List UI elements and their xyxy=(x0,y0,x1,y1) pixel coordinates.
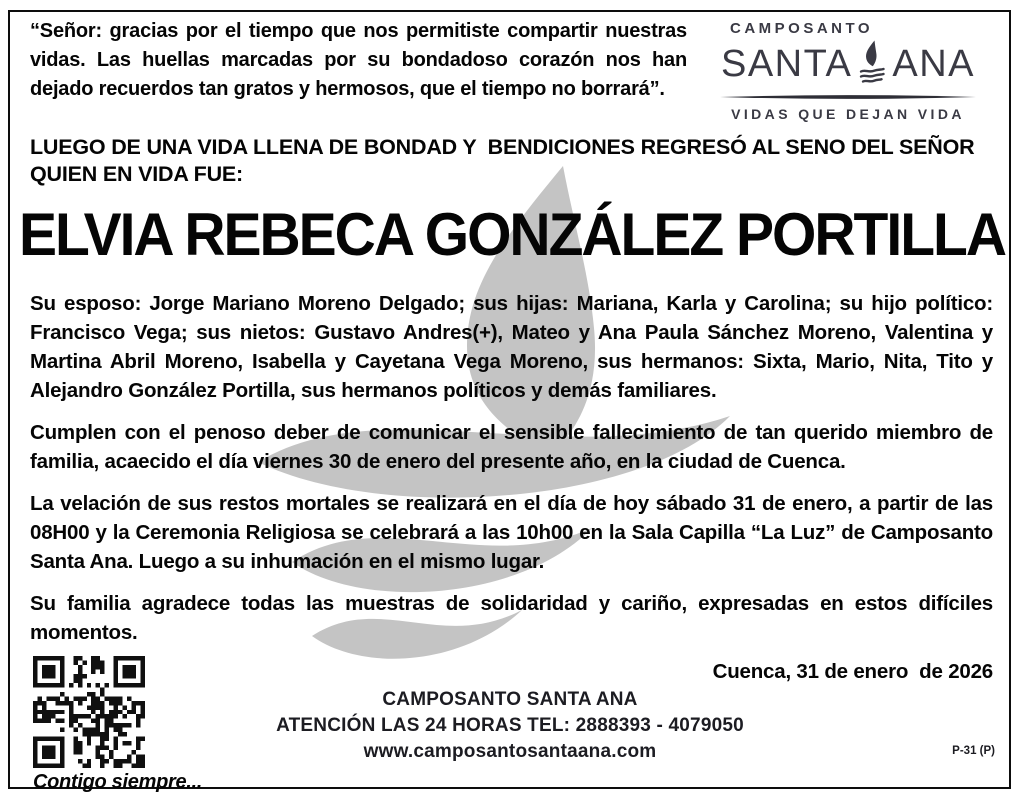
dateline: Cuenca, 31 de enero de 2026 xyxy=(712,660,993,683)
logo-wordmark-right: ANA xyxy=(892,42,975,85)
opening-quote: “Señor: gracias por el tiempo que nos permitiste compartir nuestras vidas. Las huellas marcadas por su bondadoso corazón nos han dejado recuerdos tan gratos y hermosos, que el tiempo no borrará”. xyxy=(30,20,687,100)
deceased-name: ELVIA REBECA GONZÁLEZ PORTILLA xyxy=(18,201,1006,269)
footer-phone: ATENCIÓN LAS 24 HORAS TEL: 2888393 - 4079050 xyxy=(276,715,744,736)
footer-contact xyxy=(270,687,750,765)
logo-wordmark-left: SANTA xyxy=(720,42,853,85)
logo-wordmark xyxy=(712,39,984,89)
qr-block xyxy=(33,656,223,794)
footer-website: www.camposantosantaana.com xyxy=(363,741,657,762)
footer-company: CAMPOSANTO SANTA ANA xyxy=(382,689,638,710)
wake-ceremony-paragraph: La velación de sus restos mortales se realizará en el día de hoy sábado 31 de enero, a partir de las 08H00 y la Ceremonia Religiosa se celebrará a las 10h00 en la Sala Capilla “La Luz” de Camposanto Santa Ana. Luego a su inhumación en el mismo lugar. xyxy=(30,492,993,573)
camposanto-santa-ana-logo xyxy=(712,20,984,122)
logo-divider xyxy=(720,93,976,101)
thanks-paragraph: Su familia agradece todas las muestras de solidaridad y cariño, expresadas en estos difíciles momentos. xyxy=(30,592,993,644)
announcement-paragraph: Cumplen con el penoso deber de comunicar el sensible fallecimiento de tan querido miembro de familia, acaecido el día viernes 30 de enero del presente año, en la ciudad de Cuenca. xyxy=(30,421,993,473)
logo-wordmark-top: CAMPOSANTO xyxy=(730,20,874,37)
logo-tagline: VIDAS QUE DEJAN VIDA xyxy=(731,106,965,122)
qr-code xyxy=(33,656,145,768)
qr-caption: Contigo siempre... xyxy=(33,771,203,793)
family-paragraph: Su esposo: Jorge Mariano Moreno Delgado; sus hijas: Mariana, Karla y Carolina; su hijo político: Francisco Vega; sus nietos: Gustavo Andres(+), Mateo y Ana Paula Sánchez Moreno, Valentina y Martina Abril Moreno, Isabella y Cayetana Vega Moreno, sus hermanos: Sixta, Mario, Nita, Tito y Alejandro González Portilla, sus hermanos políticos y demás familiares. xyxy=(30,292,993,402)
body-text xyxy=(30,289,993,684)
print-code: P-31 (P) xyxy=(952,745,995,757)
intro-line: LUEGO DE UNA VIDA LLENA DE BONDAD Y BENDICIONES REGRESÓ AL SENO DEL SEÑOR QUIEN EN VIDA FUE: xyxy=(30,135,981,186)
flame-over-waves-icon xyxy=(857,39,887,85)
